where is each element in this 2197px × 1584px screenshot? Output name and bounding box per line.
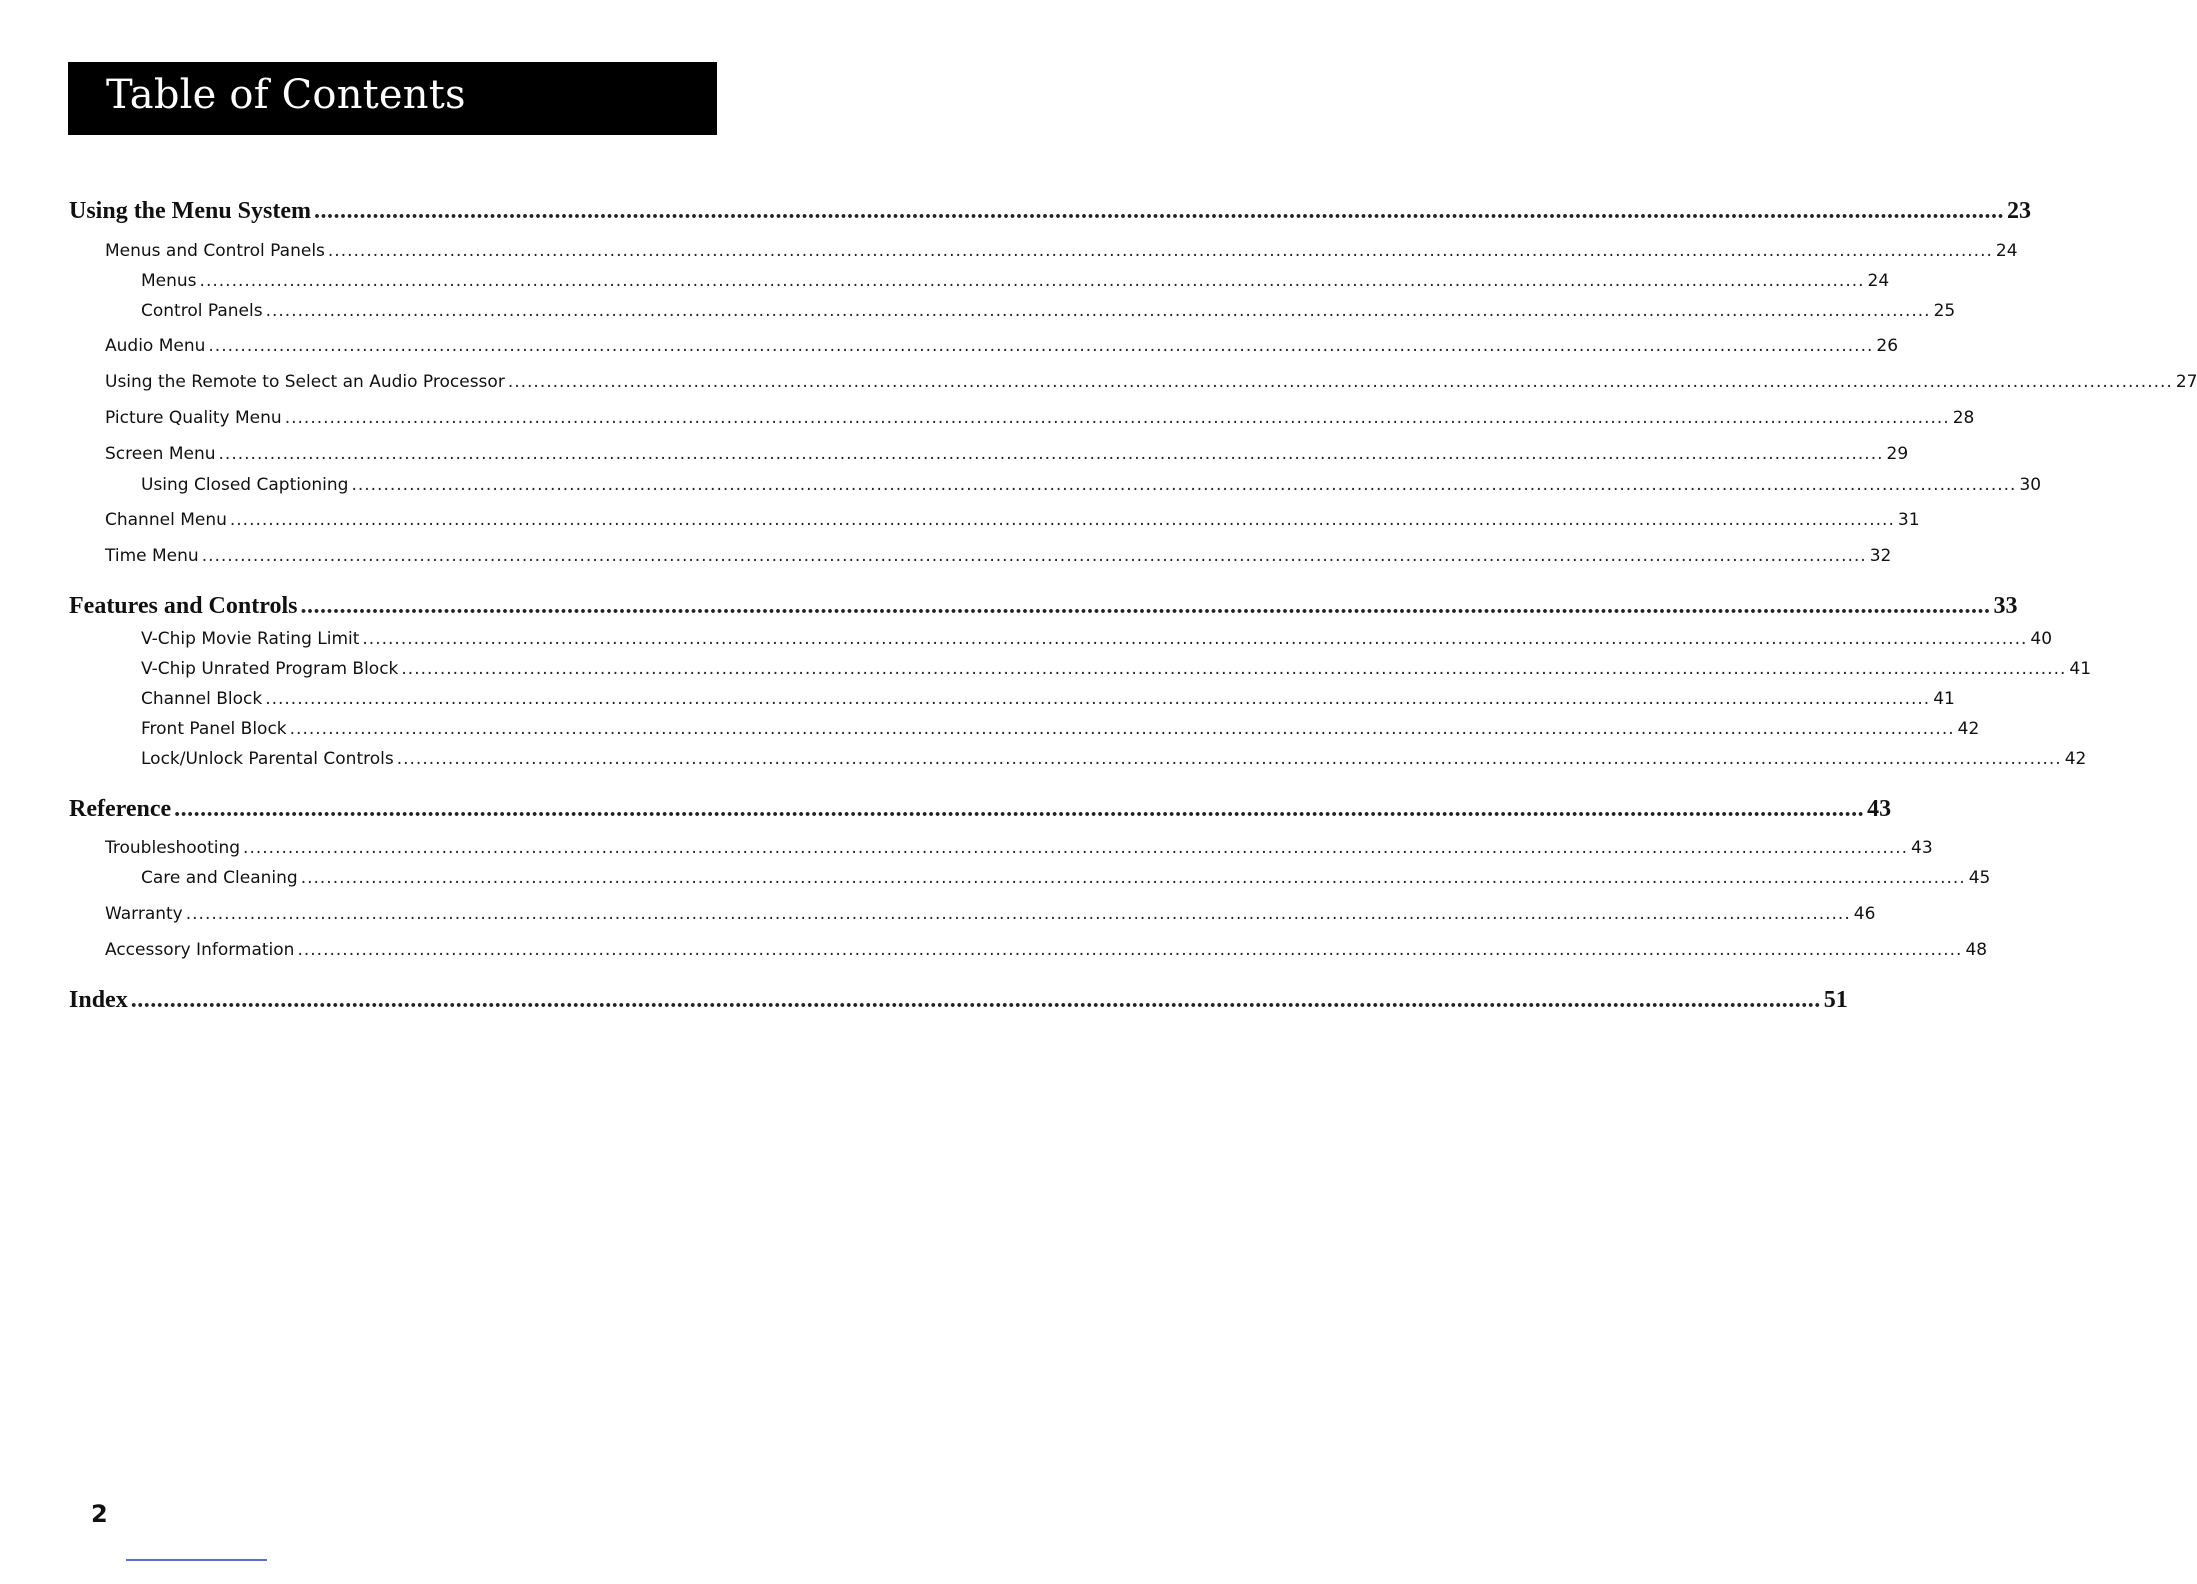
toc-entry[interactable] (141, 271, 1890, 291)
toc-entry-label: Channel Menu (105, 510, 227, 530)
toc-entry[interactable] (105, 408, 1975, 428)
toc-entry-page: 32 (1869, 546, 1892, 566)
toc-leader-dots: .................................................................................................................................................................................................................................................................... (229, 510, 1895, 530)
toc-leader-dots: .................................................................................................................................................................................................................................................................... (130, 987, 1821, 1013)
toc-entry-page: 45 (1968, 868, 1991, 888)
toc-entry-page: 26 (1876, 336, 1899, 356)
toc-entry-page: 31 (1897, 510, 1920, 530)
toc-leader-dots: .................................................................................................................................................................................................................................................................... (314, 198, 2005, 224)
toc-leader-dots: .................................................................................................................................................................................................................................................................... (243, 838, 1909, 858)
toc-leader-dots: .................................................................................................................................................................................................................................................................... (185, 904, 1851, 924)
toc-leader-dots: .................................................................................................................................................................................................................................................................... (199, 271, 1865, 291)
toc-leader-dots: .................................................................................................................................................................................................................................................................... (265, 301, 1931, 321)
toc-entry[interactable] (141, 629, 2053, 649)
toc-entry[interactable] (141, 749, 2087, 769)
toc-entry[interactable] (141, 868, 1991, 888)
toc-entry-label: Menus (141, 271, 197, 291)
toc-entry-label: Audio Menu (105, 336, 206, 356)
toc-entry-page: 23 (2007, 198, 2032, 224)
toc-entry[interactable] (141, 301, 1956, 321)
toc-leader-dots: .................................................................................................................................................................................................................................................................... (297, 940, 1963, 960)
toc-entry-page: 51 (1823, 987, 1848, 1013)
toc-entry-label: Using the Remote to Select an Audio Processor (105, 372, 505, 392)
toc-entry[interactable] (69, 593, 2018, 620)
toc-leader-dots: .................................................................................................................................................................................................................................................................... (208, 336, 1874, 356)
toc-entry[interactable] (105, 838, 1933, 858)
toc-entry[interactable] (141, 689, 1955, 709)
toc-entry-page: 29 (1886, 444, 1909, 464)
toc-entry-label: Screen Menu (105, 444, 216, 464)
toc-leader-dots: .................................................................................................................................................................................................................................................................... (401, 659, 2067, 679)
toc-entry-label: Picture Quality Menu (105, 408, 282, 428)
toc-entry[interactable] (105, 904, 1876, 924)
toc-entry[interactable] (141, 719, 1980, 739)
toc-leader-dots: .................................................................................................................................................................................................................................................................... (218, 444, 1884, 464)
toc-entry[interactable] (105, 444, 1909, 464)
toc-entry-label: Using the Menu System (69, 198, 312, 224)
toc-leader-dots: .................................................................................................................................................................................................................................................................... (265, 689, 1931, 709)
toc-entry-label: Index (69, 987, 128, 1013)
toc-entry-page: 41 (1933, 689, 1955, 709)
toc-entry-page: 42 (1957, 719, 1980, 739)
toc-entry-page: 28 (1952, 408, 1975, 428)
toc-entry-label: Time Menu (105, 546, 199, 566)
toc-entry-page: 27 (2175, 372, 2197, 392)
toc-leader-dots: .................................................................................................................................................................................................................................................................... (507, 372, 2173, 392)
toc-entry-page: 40 (2030, 629, 2053, 649)
toc-entry-label: V-Chip Movie Rating Limit (141, 629, 360, 649)
toc-entry[interactable] (69, 987, 1848, 1014)
toc-entry-page: 43 (1911, 838, 1933, 858)
toc-entry[interactable] (105, 546, 1892, 566)
toc-entry-label: Care and Cleaning (141, 868, 298, 888)
toc-entry-label: Lock/Unlock Parental Controls (141, 749, 394, 769)
toc-entry-label: Front Panel Block (141, 719, 287, 739)
toc-entry[interactable] (105, 336, 1899, 356)
toc-leader-dots: .................................................................................................................................................................................................................................................................... (327, 241, 1993, 261)
page-title: Table of Contents (106, 72, 466, 118)
toc-entry[interactable] (105, 940, 1988, 960)
toc-entry-page: 41 (2069, 659, 2092, 679)
toc-entry[interactable] (69, 198, 2032, 225)
toc-entry-page: 48 (1965, 940, 1988, 960)
footer-rule (126, 1559, 267, 1561)
toc-entry-page: 43 (1867, 796, 1892, 822)
toc-entry-label: Menus and Control Panels (105, 241, 325, 261)
toc-leader-dots: .................................................................................................................................................................................................................................................................... (174, 796, 1865, 822)
toc-entry-label: Features and Controls (69, 593, 298, 619)
toc-leader-dots: .................................................................................................................................................................................................................................................................... (396, 749, 2062, 769)
toc-leader-dots: .................................................................................................................................................................................................................................................................... (300, 868, 1966, 888)
toc-entry-label: Control Panels (141, 301, 263, 321)
toc-entry-label: Troubleshooting (105, 838, 241, 858)
toc-entry-page: 42 (2064, 749, 2087, 769)
page-number: 2 (91, 1500, 108, 1528)
toc-entry-label: V-Chip Unrated Program Block (141, 659, 399, 679)
toc-entry-page: 46 (1853, 904, 1876, 924)
toc-entry[interactable] (105, 241, 2018, 261)
toc-entry[interactable] (69, 796, 1892, 823)
toc-entry-label: Reference (69, 796, 172, 822)
toc-entry-label: Accessory Information (105, 940, 295, 960)
toc-leader-dots: .................................................................................................................................................................................................................................................................... (284, 408, 1950, 428)
toc-entry[interactable] (105, 510, 1920, 530)
toc-leader-dots: .................................................................................................................................................................................................................................................................... (289, 719, 1955, 739)
toc-entry-label: Warranty (105, 904, 183, 924)
toc-entry-page: 25 (1933, 301, 1956, 321)
toc-entry-page: 24 (1867, 271, 1890, 291)
toc-entry-page: 30 (2019, 475, 2042, 495)
toc-entry-page: 33 (1993, 593, 2018, 619)
toc-entry[interactable] (105, 372, 2197, 392)
toc-leader-dots: .................................................................................................................................................................................................................................................................... (201, 546, 1867, 566)
toc-entry[interactable] (141, 475, 2042, 495)
toc-entry[interactable] (141, 659, 2092, 679)
toc-entry-label: Channel Block (141, 689, 263, 709)
toc-leader-dots: .................................................................................................................................................................................................................................................................... (300, 593, 1991, 619)
toc-entry-label: Using Closed Captioning (141, 475, 349, 495)
toc-entry-page: 24 (1995, 241, 2018, 261)
toc-leader-dots: .................................................................................................................................................................................................................................................................... (351, 475, 2017, 495)
toc-leader-dots: .................................................................................................................................................................................................................................................................... (362, 629, 2028, 649)
